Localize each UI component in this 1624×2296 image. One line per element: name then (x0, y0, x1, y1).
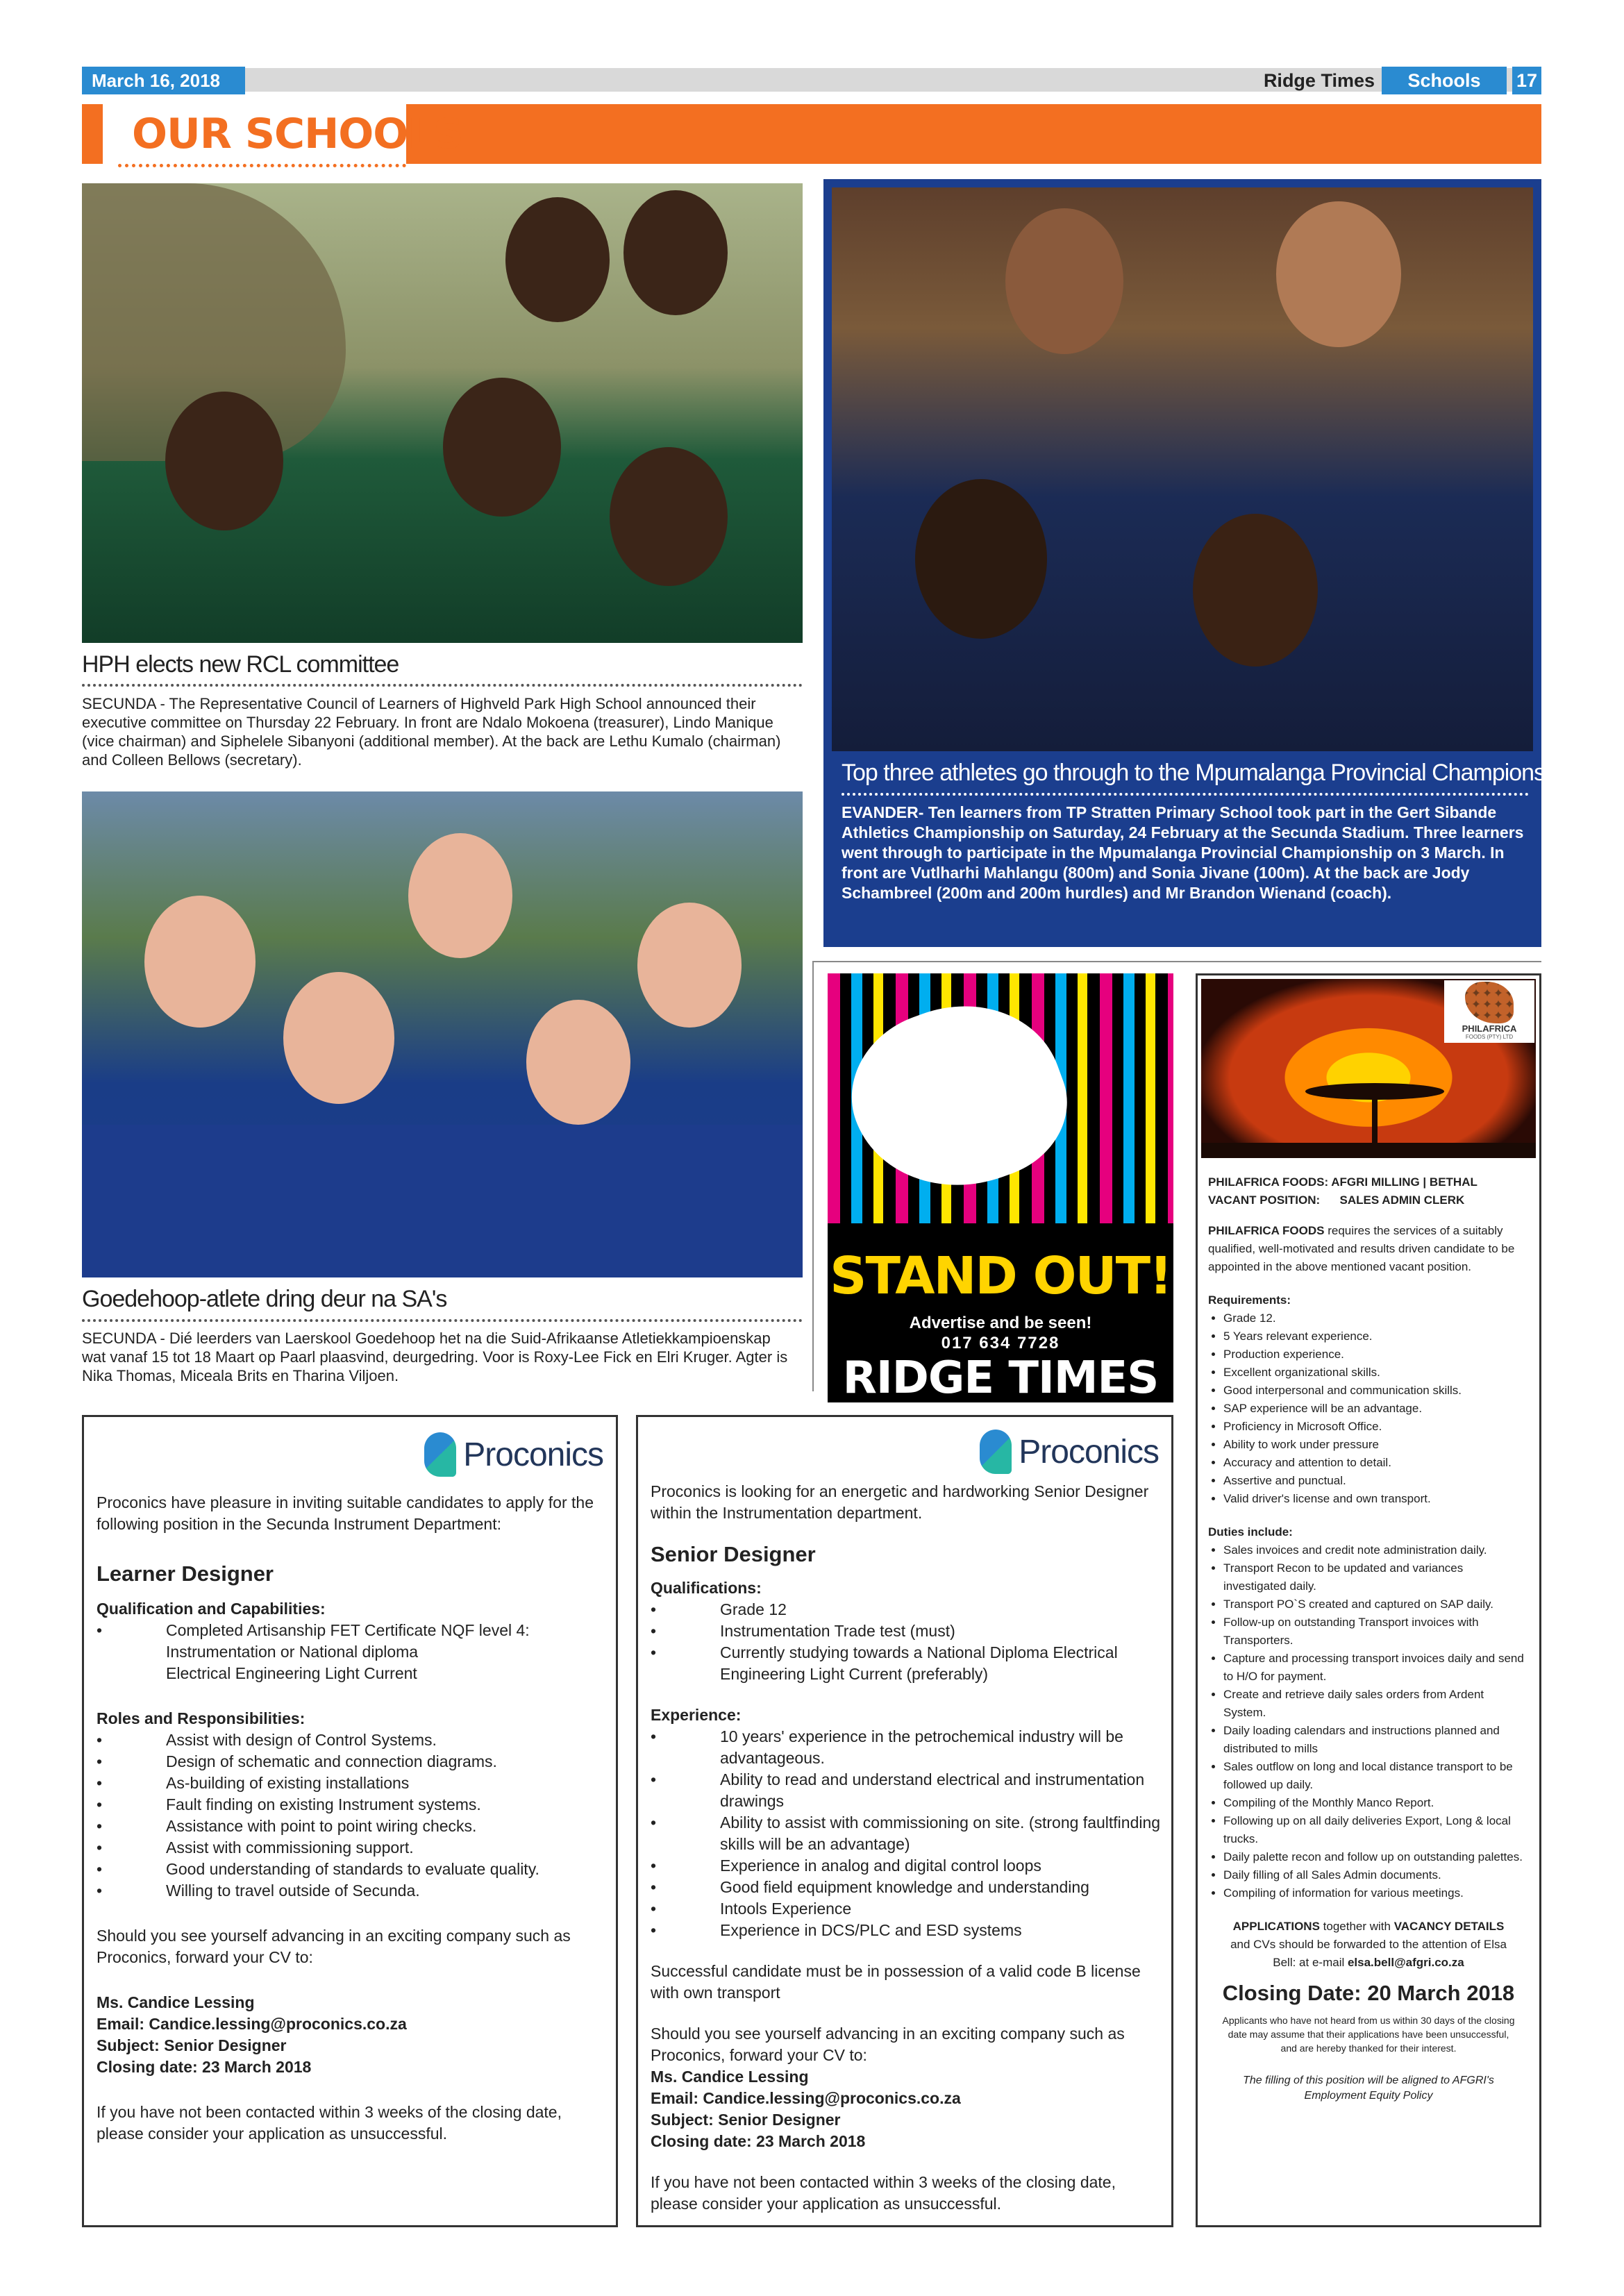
list-item: • Assist with design of Control Systems. (97, 1729, 603, 1751)
list-item: • Assistance with point to point wiring checks. (97, 1816, 603, 1837)
list-item-text: Assist with design of Control Systems. (166, 1731, 437, 1749)
face-shape (623, 190, 728, 315)
face-shape (1005, 208, 1123, 354)
orange-block-left (82, 104, 103, 164)
face-shape (505, 197, 610, 322)
page-number: 17 (1512, 67, 1541, 94)
pro-right-license: Successful candidate must be in possession of a valid code B license with own transport (651, 1962, 1141, 2002)
list-item: • Completed Artisanship FET Certificate NQF level 4: (97, 1620, 603, 1641)
list-item-text: Grade 12 (720, 1600, 787, 1618)
uniforms-band (82, 1125, 803, 1277)
list-item: • Sales invoices and credit note administration daily. (1223, 1541, 1529, 1559)
list-item-text: Good field equipment knowledge and understanding (720, 1878, 1089, 1896)
list-item-text: Completed Artisanship FET Certificate NQF level 4: (166, 1621, 530, 1639)
story3-caption: EVANDER- Ten learners from TP Stratten Primary School took part in the Gert Sibande Athletics Championship on Saturday, 24 February at the Secunda Stadium. Three learners went through to participate in the Mpumalanga Provincial Championship on 3 March. In front are Vutlharhi Mahlangu (800m) and Sonia Jivane (100m). At the back are Jody Schambreel (200m and 200m hurdles) and Mr Brandon Wienand (coach). (842, 803, 1524, 902)
list-item: • Compiling of information for various meetings. (1223, 1884, 1529, 1902)
proconics-ad-senior-designer (636, 1415, 1173, 2227)
list-item: • Create and retrieve daily sales orders from Ardent System. (1223, 1686, 1529, 1722)
philafrica-duties-title: Duties include: (1208, 1525, 1293, 1539)
africa-map-icon (1465, 982, 1514, 1023)
face-shape (443, 378, 561, 517)
pro-left-contact: Ms. Candice Lessing (97, 1993, 255, 2011)
pro-left-intro: Proconics have pleasure in inviting suitable candidates to apply for the following position in the Secunda Instrument Department: (97, 1493, 594, 1533)
paper-name: Ridge Times (1263, 70, 1375, 91)
list-item-text: Currently studying towards a National Diploma Electrical Engineering Light Current (preferably) (720, 1643, 1118, 1683)
list-item: • Grade 12. (1223, 1309, 1529, 1327)
face-shape (610, 447, 728, 586)
story1-divider (82, 684, 803, 687)
pro-left-closing: Closing date: 23 March 2018 (97, 2058, 312, 2076)
face-shape (283, 972, 394, 1104)
pro-right-position: Senior Designer (651, 1542, 816, 1566)
list-item: • Following up on all daily deliveries Export, Long & local trucks. (1223, 1812, 1529, 1848)
list-item: • Instrumentation Trade test (must) (651, 1620, 1161, 1642)
story1-headline: HPH elects new RCL committee (82, 651, 399, 678)
pro-right-footer: If you have not been contacted within 3 weeks of the closing date, please consider your application as unsuccessful. (651, 2173, 1116, 2213)
apply-email[interactable]: elsa.bell@afgri.co.za (1347, 1956, 1464, 1969)
pro-right-advance: Should you see yourself advancing in an exciting company such as Proconics, forward your CV to: (651, 2025, 1125, 2064)
list-item-text: Intools Experience (720, 1900, 852, 1918)
list-item-text: Design of schematic and connection diagrams. (166, 1752, 497, 1770)
list-item-text: Experience in DCS/PLC and ESD systems (720, 1921, 1022, 1939)
philafrica-duties (1208, 1541, 1529, 1902)
list-item: • Assist with commissioning support. (97, 1837, 603, 1859)
pro-left-roles-title: Roles and Responsibilities: (97, 1709, 305, 1727)
pro-right-contact: Ms. Candice Lessing (651, 2068, 809, 2086)
story2-caption: SECUNDA - Dié leerders van Laerskool Goedehoop het na die Suid-Afrikaanse Atletiekkampioenskap wat vanaf 15 tot 18 Maart op Paarl plaasvind, deurgedring. Voor is Roxy-Lee Fick en Elri Kruger. Agter is Nika Thomas, Miceala Brits en Tharina Viljoen. (82, 1330, 788, 1384)
photo-hph-rcl-committee (82, 183, 803, 643)
proconics-logo (424, 1432, 603, 1477)
philafrica-note: Applicants who have not heard from us within 30 days of the closing date may assume that their applications have been unsuccessful, and are hereby thanked for their interest. (1222, 2015, 1515, 2054)
pro-left-position: Learner Designer (97, 1561, 274, 1586)
list-item-text: Assistance with point to point wiring checks. (166, 1817, 477, 1835)
face-shape (1193, 514, 1318, 667)
proconics-logo-text: Proconics (1019, 1433, 1159, 1470)
face-shape (526, 1000, 630, 1125)
story2-headline: Goedehoop-atlete dring deur na SA's (82, 1286, 447, 1312)
ads-divider (812, 961, 1541, 962)
story2-divider (82, 1319, 803, 1322)
list-item: • Daily loading calendars and instructions planned and distributed to mills (1223, 1722, 1529, 1758)
photo-goedehoop-athletes (82, 791, 803, 1277)
philafrica-vacant-label: VACANT POSITION: (1208, 1193, 1321, 1207)
photo-tp-stratten-athletes (832, 187, 1533, 751)
list-item: • 10 years' experience in the petrochemical industry will be advantageous. (651, 1726, 1161, 1769)
list-item: • Experience in DCS/PLC and ESD systems (651, 1920, 1161, 1941)
list-item: • Proficiency in Microsoft Office. (1223, 1418, 1529, 1436)
list-item: • Daily palette recon and follow up on outstanding palettes. (1223, 1848, 1529, 1866)
orange-block-right (406, 104, 1541, 164)
list-item-text: Instrumentation Trade test (must) (720, 1622, 955, 1640)
apply-text-1: together with (1319, 1920, 1394, 1933)
philafrica-intro-bold: PHILAFRICA FOODS (1208, 1224, 1325, 1237)
philafrica-req-title: Requirements: (1208, 1293, 1291, 1307)
list-item: • Good field equipment knowledge and understanding (651, 1877, 1161, 1898)
philafrica-requirements (1208, 1309, 1529, 1508)
proconics-logo-text: Proconics (463, 1436, 603, 1473)
acacia-tree-trunk (1372, 1097, 1378, 1146)
proconics-logo-icon (980, 1430, 1012, 1474)
list-item (97, 1663, 603, 1684)
list-item-text: Ability to read and understand electrical and instrumentation drawings (720, 1770, 1145, 1810)
apply-text-2: and CVs should be forwarded to the attention of Elsa Bell: at e-mail (1230, 1938, 1507, 1969)
pro-left-advance: Should you see yourself advancing in an exciting company such as Proconics, forward your CV to: (97, 1927, 571, 1966)
list-item: • Production experience. (1223, 1346, 1529, 1364)
philafrica-vacant-value: SALES ADMIN CLERK (1339, 1193, 1465, 1207)
philafrica-company-line: PHILAFRICA FOODS: AFGRI MILLING | BETHAL (1208, 1175, 1477, 1189)
apply-bold-2: VACANCY DETAILS (1393, 1920, 1505, 1933)
pro-right-exp-title: Experience: (651, 1706, 742, 1724)
list-item-text: Experience in analog and digital control loops (720, 1857, 1041, 1875)
philafrica-policy: The filling of this position will be aligned to AFGRI's Employment Equity Policy (1243, 2075, 1494, 2102)
list-item-text: Good understanding of standards to evaluate quality. (166, 1860, 539, 1878)
face-shape (1276, 201, 1401, 347)
list-item: • Compiling of the Monthly Manco Report. (1223, 1794, 1529, 1812)
proconics-left-body (97, 1492, 603, 2145)
list-item: • Excellent organizational skills. (1223, 1364, 1529, 1382)
list-item: • 5 Years relevant experience. (1223, 1327, 1529, 1346)
horizon-band (1201, 1143, 1536, 1158)
pro-right-closing: Closing date: 23 March 2018 (651, 2132, 866, 2150)
face-shape (408, 833, 512, 958)
list-item-text: As-building of existing installations (166, 1774, 410, 1792)
list-item: • Good understanding of standards to evaluate quality. (97, 1859, 603, 1880)
list-item: • Fault finding on existing Instrument systems. (97, 1794, 603, 1816)
list-item-text: Instrumentation or National diploma (166, 1643, 419, 1661)
face-shape (637, 903, 742, 1028)
list-item: • Intools Experience (651, 1898, 1161, 1920)
proconics-right-body (651, 1481, 1161, 2215)
list-item-text: Fault finding on existing Instrument systems. (166, 1795, 481, 1813)
list-item: • Valid driver's license and own transport. (1223, 1490, 1529, 1508)
list-item (97, 1641, 603, 1663)
list-item-text: Assist with commissioning support. (166, 1838, 414, 1857)
list-item: • SAP experience will be an advantage. (1223, 1400, 1529, 1418)
list-item: • Ability to read and understand electrical and instrumentation drawings (651, 1769, 1161, 1812)
philafrica-apply (1208, 1918, 1529, 1972)
list-item: • Daily filling of all Sales Admin documents. (1223, 1866, 1529, 1884)
proconics-ad-learner-designer (82, 1415, 618, 2227)
story3-divider (842, 793, 1529, 796)
list-item: • Follow-up on outstanding Transport invoices with Transporters. (1223, 1614, 1529, 1650)
list-item: • Good interpersonal and communication skills. (1223, 1382, 1529, 1400)
philafrica-logo-sub: FOODS (PTY) LTD (1465, 1034, 1514, 1040)
list-item: • Experience in analog and digital control loops (651, 1855, 1161, 1877)
list-item: • Capture and processing transport invoices daily and send to H/O for payment. (1223, 1650, 1529, 1686)
pro-left-qual-title: Qualification and Capabilities: (97, 1600, 326, 1618)
list-item-text: Willing to travel outside of Secunda. (166, 1882, 420, 1900)
standout-subtitle: Advertise and be seen! (909, 1314, 1092, 1332)
face-shape (915, 479, 1047, 639)
list-item: • Ability to work under pressure (1223, 1436, 1529, 1454)
philafrica-intro: requires the services of a suitably qualified, well-motivated and results driven candidate to be appointed in the above mentioned vacant position. (1208, 1224, 1515, 1273)
list-item: • As-building of existing installations (97, 1773, 603, 1794)
list-item: • Grade 12 (651, 1599, 1161, 1620)
title-divider (118, 164, 406, 167)
list-item: • Sales outflow on long and local distance transport to be followed up daily. (1223, 1758, 1529, 1794)
list-item: • Transport PO`S created and captured on SAP daily. (1223, 1595, 1529, 1614)
list-item-text: Ability to assist with commissioning on site. (strong faultfinding skills will be an advantage) (720, 1813, 1161, 1853)
list-item: • Assertive and punctual. (1223, 1472, 1529, 1490)
section-title: OUR SCHOOLS (132, 110, 463, 158)
list-item: • Ability to assist with commissioning on site. (strong faultfinding skills will be an advantage) (651, 1812, 1161, 1855)
proconics-logo (980, 1430, 1159, 1474)
story1-caption: SECUNDA - The Representative Council of Learners of Highveld Park High School announced their executive committee on Thursday 22 February. In front are Ndalo Mokoena (treasurer), Lindo Manique (vice chairman) and Siphelele Sibanyoni (additional member). At the back are Lethu Kumalo (chairman) and Colleen Bellows (secretary). (82, 695, 781, 769)
list-item: • Transport Recon to be updated and variances investigated daily. (1223, 1559, 1529, 1595)
pro-left-email[interactable]: Email: Candice.lessing@proconics.co.za (97, 2015, 407, 2033)
face-shape (144, 896, 256, 1028)
pro-left-footer: If you have not been contacted within 3 weeks of the closing date, please consider your application as unsuccessful. (97, 2103, 562, 2143)
ads-divider-vertical (812, 961, 814, 1391)
proconics-logo-icon (424, 1432, 456, 1477)
philafrica-logo-text: PHILAFRICA (1462, 1023, 1517, 1034)
standout-paper: RIDGE TIMES (842, 1352, 1159, 1404)
standout-title: STAND OUT! (830, 1246, 1171, 1306)
list-item-text: Electrical Engineering Light Current (166, 1664, 417, 1682)
pro-right-qual-title: Qualifications: (651, 1579, 762, 1597)
list-item: • Accuracy and attention to detail. (1223, 1454, 1529, 1472)
list-item: • Design of schematic and connection diagrams. (97, 1751, 603, 1773)
apply-bold-1: APPLICATIONS (1232, 1920, 1320, 1933)
story3-headline: Top three athletes go through to the Mpumalanga Provincial Championship (842, 760, 1575, 786)
philafrica-closing-date: Closing Date: 20 March 2018 (1222, 1981, 1515, 2005)
list-item-text: 10 years' experience in the petrochemical industry will be advantageous. (720, 1727, 1123, 1767)
pro-right-subject: Subject: Senior Designer (651, 2111, 841, 2129)
philafrica-body (1208, 1173, 1529, 2104)
standout-phone: 017 634 7728 (941, 1334, 1060, 1352)
issue-date: March 16, 2018 (82, 67, 245, 94)
pro-right-email[interactable]: Email: Candice.lessing@proconics.co.za (651, 2089, 961, 2107)
philafrica-logo (1444, 980, 1534, 1043)
section-name: Schools (1382, 67, 1507, 94)
face-shape (165, 392, 283, 530)
pro-right-intro: Proconics is looking for an energetic and hardworking Senior Designer within the Instrumentation department. (651, 1482, 1149, 1522)
pro-left-subject: Subject: Senior Designer (97, 2036, 287, 2054)
list-item: • Currently studying towards a National Diploma Electrical Engineering Light Current (preferably) (651, 1642, 1161, 1685)
list-item: • Willing to travel outside of Secunda. (97, 1880, 603, 1902)
